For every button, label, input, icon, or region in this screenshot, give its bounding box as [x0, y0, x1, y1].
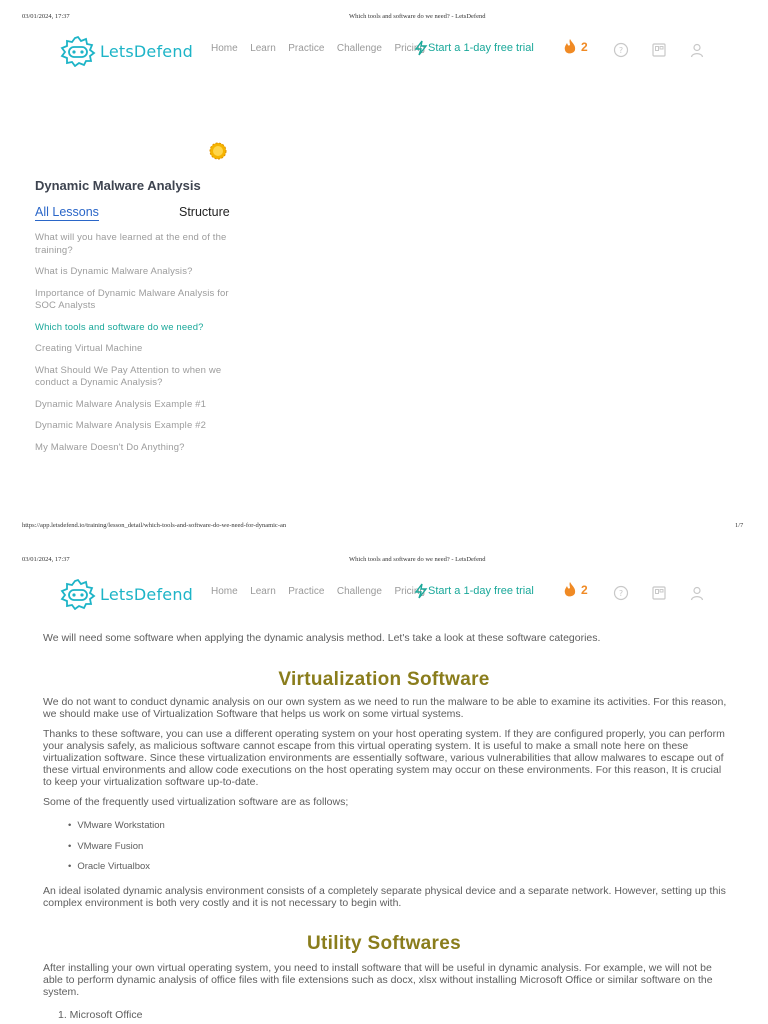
- nav-links: [211, 43, 438, 54]
- user-icon[interactable]: [689, 585, 705, 601]
- nav-practice[interactable]: Practice: [288, 586, 325, 597]
- nav-links: [211, 586, 438, 597]
- section-heading-virtualization: Virtualization Software: [278, 669, 490, 690]
- print-page-title: Which tools and software do we need? - LetsDefend: [349, 13, 486, 20]
- lesson-item[interactable]: My Malware Doesn't Do Anything?: [35, 441, 185, 453]
- nav-challenge[interactable]: Challenge: [336, 586, 382, 597]
- lesson-item[interactable]: Importance of Dynamic Malware Analysis for SOC Analysts: [35, 287, 229, 311]
- logo-text: LetsDefend: [100, 41, 194, 61]
- logo[interactable]: [60, 35, 193, 67]
- lesson-item[interactable]: Dynamic Malware Analysis Example #1: [35, 398, 207, 410]
- virtualization-list: [68, 820, 165, 882]
- list-item: • Oracle Virtualbox: [68, 861, 165, 882]
- help-icon[interactable]: [613, 42, 629, 58]
- free-trial-button[interactable]: [414, 583, 534, 599]
- article-intro: We will need some software when applying the dynamic analysis method. Let's take a look at these software categories.: [43, 632, 601, 644]
- paragraph: An ideal isolated dynamic analysis environment consists of a completely separate physical device and a separate network. However, setting up this complex environment is both very costly and it is not necessary to begin with.: [43, 885, 726, 909]
- logo-mark-icon: [60, 35, 96, 67]
- fire-icon: [563, 581, 577, 599]
- tab-structure[interactable]: Structure: [179, 205, 230, 219]
- lesson-item-active[interactable]: Which tools and software do we need?: [35, 321, 204, 333]
- lightning-icon: [414, 40, 428, 56]
- nav-practice[interactable]: Practice: [288, 43, 325, 54]
- print-datetime: 03/01/2024, 17:37: [22, 13, 70, 20]
- print-page-number: 1/7: [735, 522, 744, 529]
- nav-home[interactable]: Home: [211, 43, 238, 54]
- lesson-item[interactable]: Creating Virtual Machine: [35, 343, 143, 354]
- paragraph: Thanks to these software, you can use a different operating system on your host operating system. If they are configured properly, you can perform your analysis safely, as malicious software cannot escape from this virtual operating system. It is useful to make a small note here on these virtualization software. Since these virtualization environments are essentially software, various vulnerabilities that allow malwares to escape out of these virtual environments and allow code executions on the host operating system may occur on these environments. For this reason, It is crucial to keep your virtualization software up-to-date.: [43, 728, 725, 788]
- section-heading-utility: Utility Softwares: [307, 933, 461, 954]
- logo-mark-icon: [60, 578, 96, 610]
- list-item: • VMware Workstation: [68, 820, 165, 841]
- print-page-title: Which tools and software do we need? - LetsDefend: [349, 556, 486, 563]
- nav-pricing[interactable]: Pricing: [394, 586, 426, 597]
- nav-challenge[interactable]: Challenge: [336, 43, 382, 54]
- free-trial-label: Start a 1-day free trial: [428, 585, 534, 597]
- nav-home[interactable]: Home: [211, 586, 238, 597]
- free-trial-button[interactable]: [414, 40, 534, 56]
- print-datetime: 03/01/2024, 17:37: [22, 556, 70, 563]
- top-navbar: [0, 574, 768, 614]
- lesson-item[interactable]: Dynamic Malware Analysis Example #2: [35, 420, 207, 431]
- streak-badge[interactable]: [563, 38, 588, 56]
- paragraph: After installing your own virtual operating system, you need to install software that will be useful in dynamic analysis. For example, we will not be able to perform dynamic analysis of office files with file extensions such as docx, xlsx without installing Microsoft Office or similar software on the system.: [43, 962, 713, 998]
- list-item: • VMware Fusion: [68, 841, 165, 862]
- sun-badge-icon: [209, 142, 227, 160]
- paragraph: We do not want to conduct dynamic analysis on our own system as we need to run the malware to be able to examine its activities. For this reason, we should make use of Virtualization Software that helps us work on some virtual systems.: [43, 696, 727, 720]
- svg-text:?: ?: [618, 46, 624, 55]
- paragraph: Some of the frequently used virtualization software are as follows;: [43, 796, 349, 808]
- course-title: Dynamic Malware Analysis: [35, 178, 201, 193]
- streak-count: 2: [581, 40, 588, 54]
- streak-count: 2: [581, 583, 588, 597]
- tab-all-lessons[interactable]: All Lessons: [35, 205, 99, 219]
- nav-pricing[interactable]: Pricing: [394, 43, 426, 54]
- lesson-item[interactable]: What will you have learned at the end of the training?: [35, 232, 227, 256]
- logo-text: LetsDefend: [100, 584, 194, 604]
- nav-learn[interactable]: Learn: [250, 43, 276, 54]
- print-url: https://app.letsdefend.io/training/lesson_detail/which-tools-and-software-do-we-need-for-dynamic-an: [22, 522, 287, 529]
- top-navbar: [0, 31, 768, 71]
- lesson-list: [35, 232, 240, 463]
- utility-list: [58, 1009, 142, 1021]
- nav-learn[interactable]: Learn: [250, 586, 276, 597]
- list-item: 1. Microsoft Office: [58, 1009, 143, 1021]
- free-trial-label: Start a 1-day free trial: [428, 42, 534, 54]
- lesson-item[interactable]: What Should We Pay Attention to when we conduct a Dynamic Analysis?: [35, 364, 222, 388]
- board-icon[interactable]: [651, 42, 667, 58]
- help-icon[interactable]: [613, 585, 629, 601]
- svg-text:?: ?: [618, 589, 624, 598]
- fire-icon: [563, 38, 577, 56]
- lesson-item[interactable]: What is Dynamic Malware Analysis?: [35, 266, 193, 277]
- logo[interactable]: [60, 578, 193, 610]
- user-icon[interactable]: [689, 42, 705, 58]
- board-icon[interactable]: [651, 585, 667, 601]
- lightning-icon: [414, 583, 428, 599]
- streak-badge[interactable]: [563, 581, 588, 599]
